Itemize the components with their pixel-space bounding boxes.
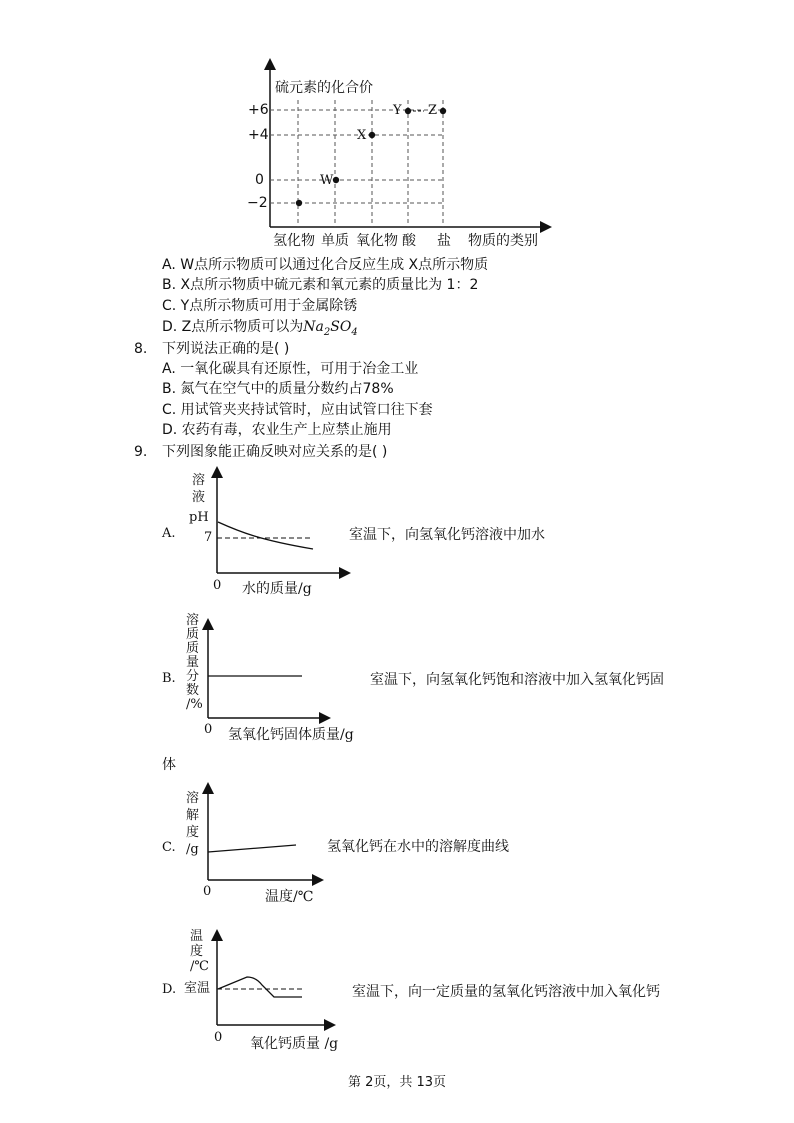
graph-b-letter: B. [162, 671, 176, 686]
graph-a-letter: A. [162, 526, 176, 541]
ph-curve [218, 522, 313, 549]
graph-c-origin: 0 [203, 884, 212, 899]
page-footer: 第 2页，共 13页 [347, 1075, 447, 1090]
graph-a-xlabel: 水的质量/g [242, 581, 312, 597]
x-axis-title: 物质的类别 [468, 233, 538, 249]
y-tick-label: +4 [248, 127, 269, 143]
graph-a-ylabel: 溶 [192, 473, 206, 488]
q7-option-b: B. X点所示物质中硫元素和氧元素的质量比为 1：2 [162, 277, 479, 293]
q7-option-d-text: D. Z点所示物质可以为 [162, 319, 304, 335]
y-tick-label: +6 [248, 102, 269, 118]
x-tick-label: 氢化物 [273, 233, 315, 249]
solubility-line [208, 845, 296, 852]
graph-d-origin: 0 [214, 1030, 223, 1045]
graph-a-origin: 0 [213, 578, 222, 593]
q9-number: 9. [134, 444, 148, 460]
graph-d-desc: 室温下，向一定质量的氢氧化钙溶液中加入氧化钙 [352, 984, 660, 1000]
x-tick-label: 酸 [402, 233, 416, 249]
point-label-z: Z [428, 103, 438, 118]
graph-b [208, 624, 325, 718]
q8-option-d: D. 农药有毒，农业生产上应禁止施用 [162, 422, 392, 438]
graph-d-letter: D. [162, 982, 177, 997]
x-tick-label: 单质 [321, 233, 349, 249]
graph-c-ylabel: 溶 解 度 /g [186, 791, 200, 857]
point-label-y: Y [393, 103, 402, 118]
graph-c-letter: C. [162, 840, 176, 855]
graph-b-xlabel: 氢氧化钙固体质量/g [228, 727, 354, 743]
graph-a-ref: 7 [204, 530, 213, 545]
graph-a [217, 472, 345, 573]
graph-b-desc: 室温下，向氢氧化钙饱和溶液中加入氢氧化钙固 [370, 672, 664, 688]
point-label-w: W [320, 173, 334, 188]
graph-d-ref: 室温 [184, 981, 211, 996]
y-axis-title: 硫元素的化合价 [275, 80, 373, 96]
graph-a-ylabel: pH [189, 510, 209, 525]
temperature-curve [218, 977, 302, 997]
graph-c-xlabel: 温度/℃ [265, 889, 314, 905]
graph-b-ylabel: 溶 质 质 量 分 数 /% [186, 613, 203, 712]
q8-number: 8. [134, 341, 148, 357]
point-label-x: X [357, 128, 367, 143]
q9-stem: 下列图象能正确反映对应关系的是( ) [162, 444, 388, 460]
q7-option-a: A. W点所示物质可以通过化合反应生成 X点所示物质 [162, 257, 489, 273]
graph-b-desc-wrap: 体 [162, 757, 176, 773]
x-tick-label: 氧化物 [356, 233, 398, 249]
graph-a-ylabel: 液 [192, 490, 206, 505]
x-tick-label: 盐 [437, 233, 451, 249]
q8-stem: 下列说法正确的是( ) [162, 341, 290, 357]
graph-d [217, 935, 330, 1025]
q8-option-b: B. 氮气在空气中的质量分数约占78% [162, 381, 394, 397]
q8-option-c: C. 用试管夹夹持试管时，应由试管口往下套 [162, 402, 433, 418]
q7-option-c: C. Y点所示物质可用于金属除锈 [162, 298, 358, 314]
graph-a-desc: 室温下，向氢氧化钙溶液中加水 [349, 527, 545, 543]
y-tick-label: 0 [255, 172, 264, 188]
formula: $Na_2SO_4$ [303, 319, 358, 338]
graph-b-origin: 0 [204, 722, 213, 737]
y-tick-label: −2 [247, 195, 268, 211]
graph-d-xlabel: 氧化钙质量 /g [250, 1036, 339, 1052]
graph-d-ylabel: 温 度 /℃ [190, 929, 209, 974]
q8-option-a: A. 一氧化碳具有还原性，可用于冶金工业 [162, 361, 419, 377]
graph-c-desc: 氢氧化钙在水中的溶解度曲线 [327, 839, 509, 855]
graph-c [208, 788, 318, 880]
